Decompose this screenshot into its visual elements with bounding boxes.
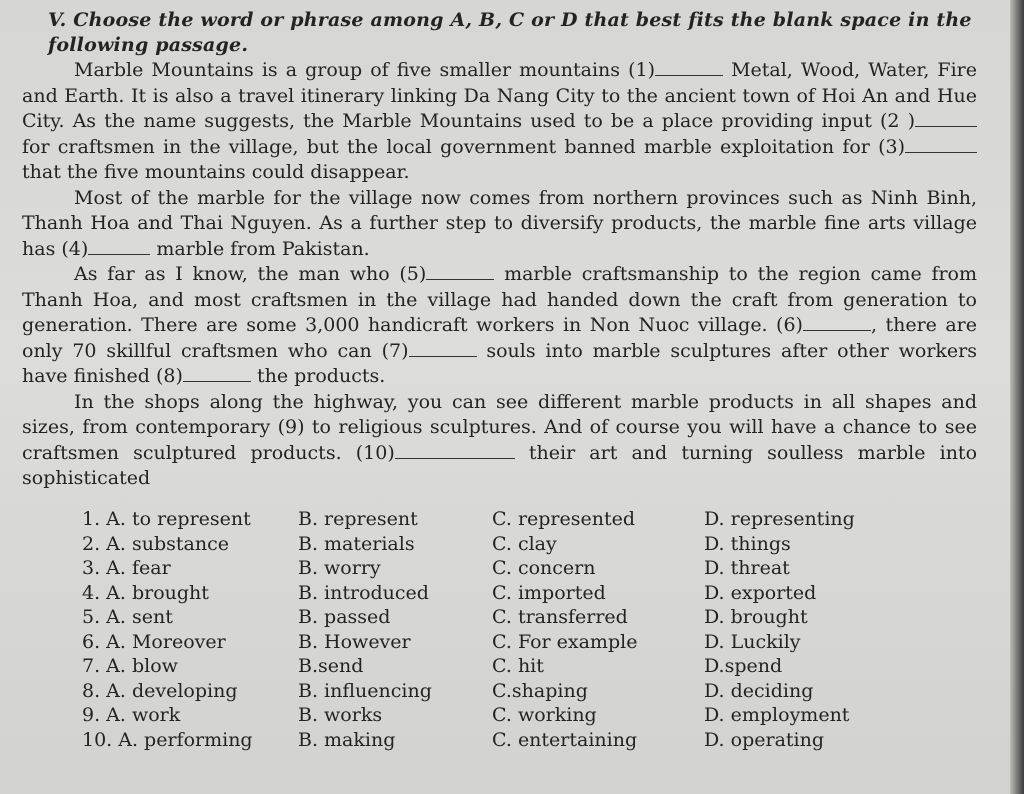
option-b-q10[interactable]: B. making — [298, 728, 396, 751]
option-b-q4[interactable]: B. introduced — [298, 581, 429, 604]
option-d-q1[interactable]: D. representing — [704, 508, 855, 530]
blank-1[interactable] — [655, 61, 723, 76]
option-a-q4[interactable]: 4. A. brought — [82, 581, 209, 604]
option-b-q8[interactable]: B. influencing — [298, 679, 432, 702]
option-c-q3[interactable]: C. concern — [492, 557, 596, 579]
passage-text: As far as I know, the man who (5) — [74, 263, 427, 285]
passage-text: their art and turning soulless marble into sophisticated — [22, 441, 978, 489]
passage-text: souls into marble sculptures after other workers have finished (8) — [22, 339, 977, 387]
answer-row-8 — [82, 680, 882, 705]
option-d-q6[interactable]: D. Luckily — [704, 630, 801, 653]
option-d-q7[interactable]: D.spend — [704, 655, 783, 677]
blank-8[interactable] — [183, 367, 251, 382]
passage-text: marble from Pakistan. — [156, 237, 370, 260]
option-d-q5[interactable]: D. brought — [704, 606, 808, 628]
option-d-q3[interactable]: D. threat — [704, 557, 790, 579]
option-b-q3[interactable]: B. worry — [298, 557, 381, 579]
option-d-q9[interactable]: D. employment — [704, 704, 850, 726]
option-a-q7[interactable]: 7. A. blow — [82, 655, 178, 677]
option-d-q2[interactable]: D. things — [704, 532, 791, 555]
passage-paragraph-3 — [22, 262, 977, 390]
passage-text: Most of the marble for the village now comes from northern provinces such as Ninh Binh, Thanh Hoa and Thai Nguyen. As a further step to diversify products, the marble fine arts village has (4) — [22, 186, 977, 260]
blank-5[interactable] — [426, 265, 494, 280]
option-a-q5[interactable]: 5. A. sent — [82, 606, 173, 628]
passage-text: Marble Mountains is a group of five smaller mountains (1) — [74, 59, 655, 81]
passage-paragraph-4 — [22, 390, 977, 492]
option-c-q2[interactable]: C. clay — [492, 532, 557, 555]
blank-7[interactable] — [409, 342, 477, 357]
answer-row-3 — [82, 557, 882, 582]
blank-6[interactable] — [803, 316, 871, 331]
option-c-q9[interactable]: C. working — [492, 704, 597, 726]
answer-row-5 — [82, 606, 882, 631]
option-b-q6[interactable]: B. However — [298, 630, 411, 653]
option-c-q7[interactable]: C. hit — [492, 655, 544, 677]
passage-text: the products. — [256, 365, 386, 387]
passage-text: for craftsmen in the village, but the local government banned marble exploitation for (3) — [22, 135, 905, 158]
answer-row-6 — [82, 631, 882, 656]
exercise-heading: V. Choose the word or phrase among A, B, C or D that best fits the blank space in the following passage. — [48, 9, 972, 56]
passage-paragraph-2 — [22, 186, 977, 263]
option-a-q3[interactable]: 3. A. fear — [82, 557, 171, 579]
option-a-q10[interactable]: 10. A. performing — [82, 728, 253, 751]
answer-row-1 — [82, 508, 882, 533]
reading-passage — [22, 58, 977, 492]
option-c-q6[interactable]: C. For example — [492, 630, 638, 653]
option-d-q8[interactable]: D. deciding — [704, 679, 814, 702]
option-b-q9[interactable]: B. works — [298, 704, 383, 726]
answer-options-grid — [82, 508, 882, 753]
option-d-q4[interactable]: D. exported — [704, 581, 817, 604]
option-c-q10[interactable]: C. entertaining — [492, 728, 638, 751]
option-a-q2[interactable]: 2. A. substance — [82, 532, 229, 555]
passage-text: Metal, Wood, Water, Fire and Earth. It is also a travel itinerary linking Da Nang City to the ancient town of Hoi An and Hue City. As the name suggests, the Marble Mountains used to be a place providing input (2 ) — [22, 59, 978, 132]
answer-row-10 — [82, 729, 882, 754]
page-edge-shadow — [1010, 0, 1024, 794]
option-a-q1[interactable]: 1. A. to represent — [82, 508, 251, 530]
passage-text: , there are only 70 skillful craftsmen who can (7) — [22, 314, 977, 362]
option-b-q5[interactable]: B. passed — [298, 606, 391, 628]
answer-row-9 — [82, 704, 882, 729]
option-a-q6[interactable]: 6. A. Moreover — [82, 630, 226, 653]
option-a-q8[interactable]: 8. A. developing — [82, 679, 238, 702]
option-b-q2[interactable]: B. materials — [298, 532, 415, 555]
passage-text: that the five mountains could disappear. — [22, 161, 410, 183]
option-d-q10[interactable]: D. operating — [704, 728, 825, 751]
option-b-q7[interactable]: B.send — [298, 655, 364, 677]
passage-text: marble craftsmanship to the region came from Thanh Hoa, and most craftsmen in the village had handed down the craft from generation to generation. There are some 3,000 handicraft workers in Non Nuoc village. (6) — [22, 263, 978, 336]
passage-text: In the shops along the highway, you can see different marble products in all shapes and sizes, from contemporary (9) to religious sculptures. And of course you will have a chance to see craftsmen sculptured products. (10) — [22, 390, 977, 464]
blank-10[interactable] — [395, 444, 515, 459]
option-a-q9[interactable]: 9. A. work — [82, 704, 181, 726]
option-c-q1[interactable]: C. represented — [492, 508, 636, 530]
answer-row-4 — [82, 582, 882, 607]
blank-3[interactable] — [905, 138, 977, 153]
blank-4[interactable] — [88, 240, 150, 255]
passage-paragraph-1 — [22, 58, 977, 186]
option-c-q5[interactable]: C. transferred — [492, 606, 628, 628]
option-b-q1[interactable]: B. represent — [298, 508, 418, 530]
answer-row-2 — [82, 533, 882, 558]
blank-2[interactable] — [915, 112, 977, 127]
option-c-q4[interactable]: C. imported — [492, 581, 606, 604]
answer-row-7 — [82, 655, 882, 680]
option-c-q8[interactable]: C.shaping — [492, 679, 588, 702]
